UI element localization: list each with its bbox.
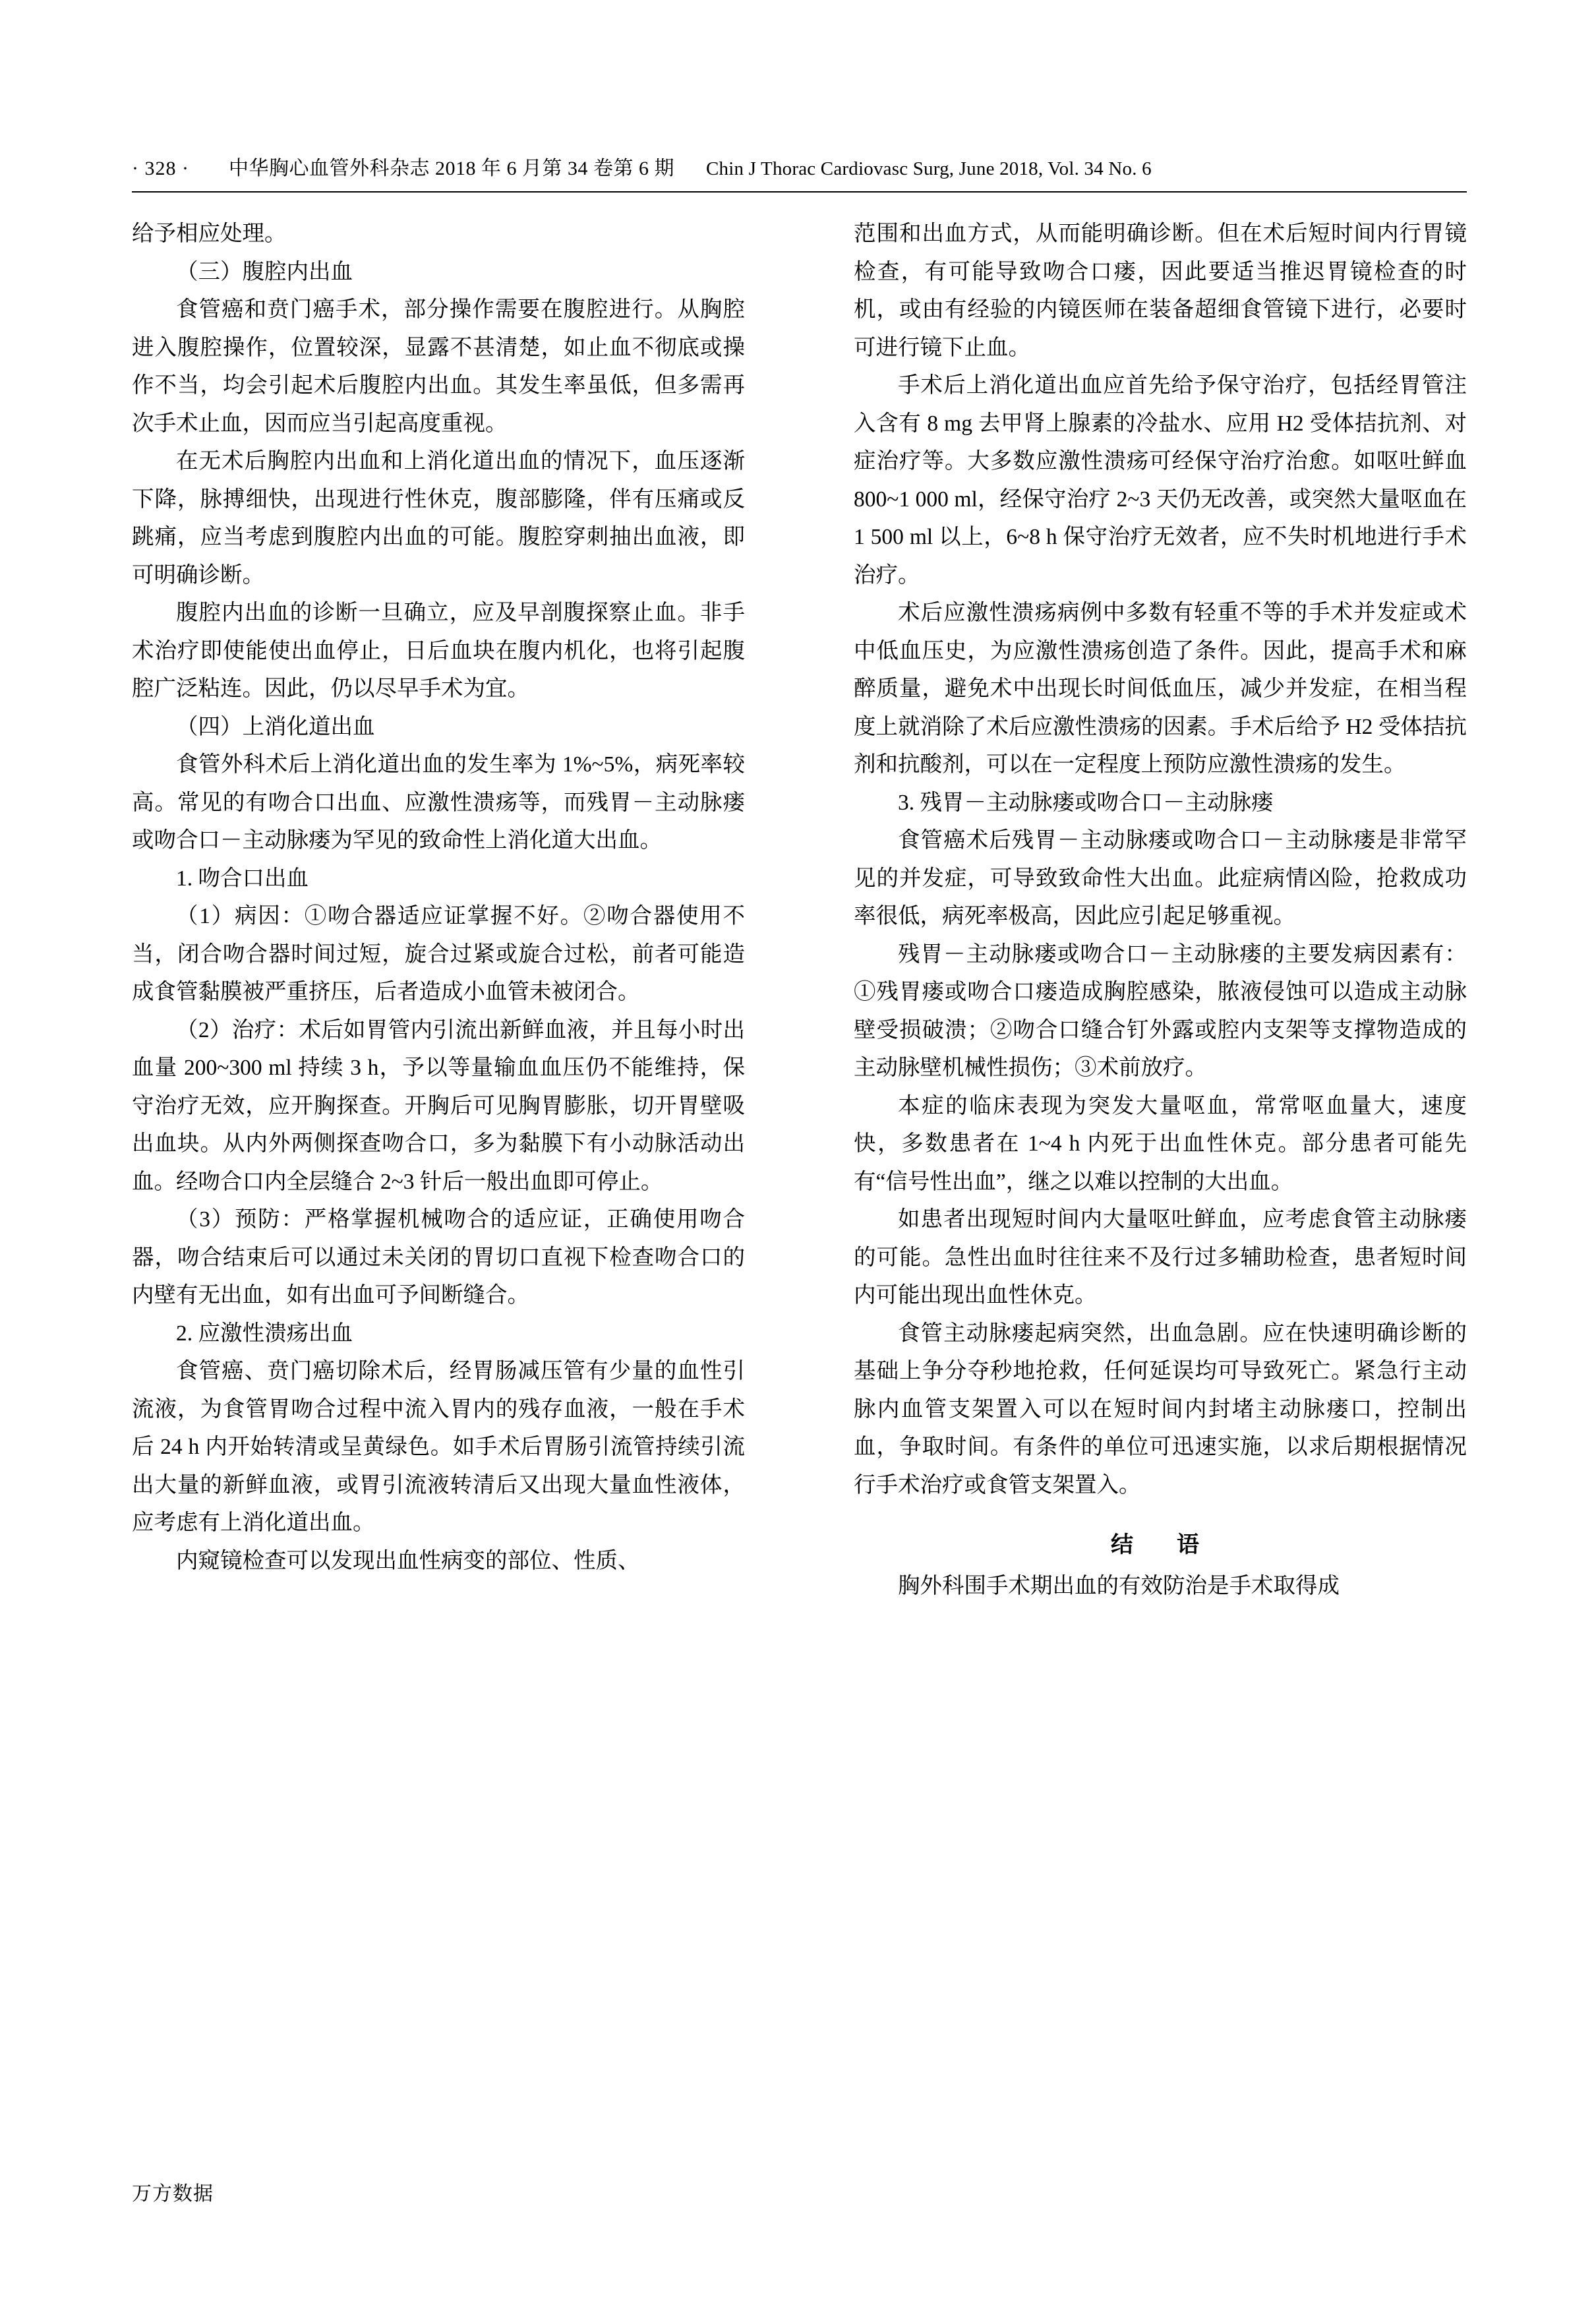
paragraph: 内窥镜检查可以发现出血性病变的部位、性质、 [176,1548,640,1573]
paragraph: （1）病因：①吻合器适应证掌握不好。②吻合器使用不当，闭合吻合器时间过短，旋合过紧或旋合过松，前者可能造成食管黏膜被严重挤压，后者造成小血管未被闭合。 [132,904,745,1004]
paragraph: 给予相应处理。 [132,222,287,246]
page-folio: · 328 · [132,158,189,179]
paragraph-heading: 1. 吻合口出血 [176,866,309,891]
paragraph-heading: （三）腹腔内出血 [176,259,353,284]
left-column [132,215,745,1605]
paragraph: 食管主动脉瘘起病突然，出血急剧。应在快速明确诊断的基础上争分夺秒地抢救，任何延误均可导致死亡。紧急行主动脉内血管支架置入可以在短时间内封堵主动脉瘘口，控制出血，争取时间。有条件的单位可迅速实施，以求后期根据情况行手术治疗或食管支架置入。 [854,1321,1467,1497]
paragraph: 腹腔内出血的诊断一旦确立，应及早剖腹探察止血。非手术治疗即使能使出血停止，日后血块在腹内机化，也将引起腹腔广泛粘连。因此，仍以尽早手术为宜。 [132,601,745,701]
paragraph: 食管外科术后上消化道出血的发生率为 1%~5%，病死率较高。常见的有吻合口出血、应激性溃疡等，而残胃－主动脉瘘或吻合口－主动脉瘘为罕见的致命性上消化道大出血。 [132,752,745,853]
paragraph-heading: （四）上消化道出血 [176,714,375,739]
journal-title-en: Chin J Thorac Cardiovasc Surg, June 2018, Vol. 34 No. 6 [705,158,1152,179]
paragraph: 胸外科围手术期出血的有效防治是手术取得成 [898,1573,1340,1598]
paragraph: 食管癌、贲门癌切除术后，经胃肠减压管有少量的血性引流液，为食管胃吻合过程中流入胃内的残存血液，一般在手术后 24 h 内开始转清或呈黄绿色。如手术后胃肠引流管持续引流出大量的新鲜血液，或胃引流液转清后又出现大量血性液体，应考虑有上消化道出血。 [132,1359,745,1535]
paragraph: 本症的临床表现为突发大量呕血，常常呕血量大，速度快，多数患者在 1~4 h 内死于出血性休克。部分患者可能先有“信号性出血”，继之以难以控制的大出血。 [854,1093,1467,1194]
journal-title-cn: 中华胸心血管外科杂志 2018 年 6 月第 34 卷第 6 期 [228,158,674,179]
right-column [854,215,1467,1605]
header-rule [132,191,1467,193]
paragraph: （3）预防：严格掌握机械吻合的适应证，正确使用吻合器，吻合结束后可以通过未关闭的胃切口直视下检查吻合口的内壁有无出血，如有出血可予间断缝合。 [132,1207,745,1307]
body-columns [132,215,1467,1605]
running-head [132,152,1467,187]
page-content [132,152,1467,1605]
paragraph-heading: 3. 残胃－主动脉瘘或吻合口－主动脉瘘 [898,790,1274,815]
watermark: 万方数据 [132,2183,214,2205]
section-title: 结 语 [1111,1533,1210,1557]
paragraph: 手术后上消化道出血应首先给予保守治疗，包括经胃管注入含有 8 mg 去甲肾上腺素的冷盐水、应用 H2 受体拮抗剂、对症治疗等。大多数应激性溃疡可经保守治疗治愈。如呕吐鲜血 800~1 000 ml，经保守治疗 2~3 天仍无改善，或突然大量呕血在 1 500 ml 以上，6~8 h 保守治疗无效者，应不失时机地进行手术治疗。 [854,373,1467,587]
paragraph-heading: 2. 应激性溃疡出血 [176,1321,353,1346]
paragraph: 在无术后胸腔内出血和上消化道出血的情况下，血压逐渐下降，脉搏细快，出现进行性休克，腹部膨隆，伴有压痛或反跳痛，应当考虑到腹腔内出血的可能。腹腔穿刺抽出血液，即可明确诊断。 [132,449,745,587]
paragraph: 食管癌和贲门癌手术，部分操作需要在腹腔进行。从胸腔进入腹腔操作，位置较深，显露不甚清楚，如止血不彻底或操作不当，均会引起术后腹腔内出血。其发生率虽低，但多需再次手术止血，因而应当引起高度重视。 [132,297,745,436]
paragraph: 范围和出血方式，从而能明确诊断。但在术后短时间内行胃镜检查，有可能导致吻合口瘘，因此要适当推迟胃镜检查的时机，或由有经验的内镜医师在装备超细食管镜下进行，必要时可进行镜下止血。 [854,222,1467,360]
paragraph: 术后应激性溃疡病例中多数有轻重不等的手术并发症或术中低血压史，为应激性溃疡创造了条件。因此，提高手术和麻醉质量，避免术中出现长时间低血压，减少并发症，在相当程度上就消除了术后应激性溃疡的因素。手术后给予 H2 受体拮抗剂和抗酸剂，可以在一定程度上预防应激性溃疡的发生。 [854,601,1467,777]
paragraph: 残胃－主动脉瘘或吻合口－主动脉瘘的主要发病因素有：①残胃瘘或吻合口瘘造成胸腔感染，脓液侵蚀可以造成主动脉壁受损破溃；②吻合口缝合钉外露或腔内支架等支撑物造成的主动脉壁机械性损伤；③术前放疗。 [854,942,1467,1080]
paragraph: 食管癌术后残胃－主动脉瘘或吻合口－主动脉瘘是非常罕见的并发症，可导致致命性大出血。此症病情凶险，抢救成功率很低，病死率极高，因此应引起足够重视。 [854,828,1467,928]
paragraph: （2）治疗：术后如胃管内引流出新鲜血液，并且每小时出血量 200~300 ml 持续 3 h，予以等量输血血压仍不能维持，保守治疗无效，应开胸探查。开胸后可见胸胃膨胀，切开胃壁吸出血块。从内外两侧探查吻合口，多为黏膜下有小动脉活动出血。经吻合口内全层缝合 2~3 针后一般出血即可停止。 [132,1017,745,1194]
paragraph: 如患者出现短时间内大量呕吐鲜血，应考虑食管主动脉瘘的可能。急性出血时往往来不及行过多辅助检查，患者短时间内可能出现出血性休克。 [854,1207,1467,1307]
